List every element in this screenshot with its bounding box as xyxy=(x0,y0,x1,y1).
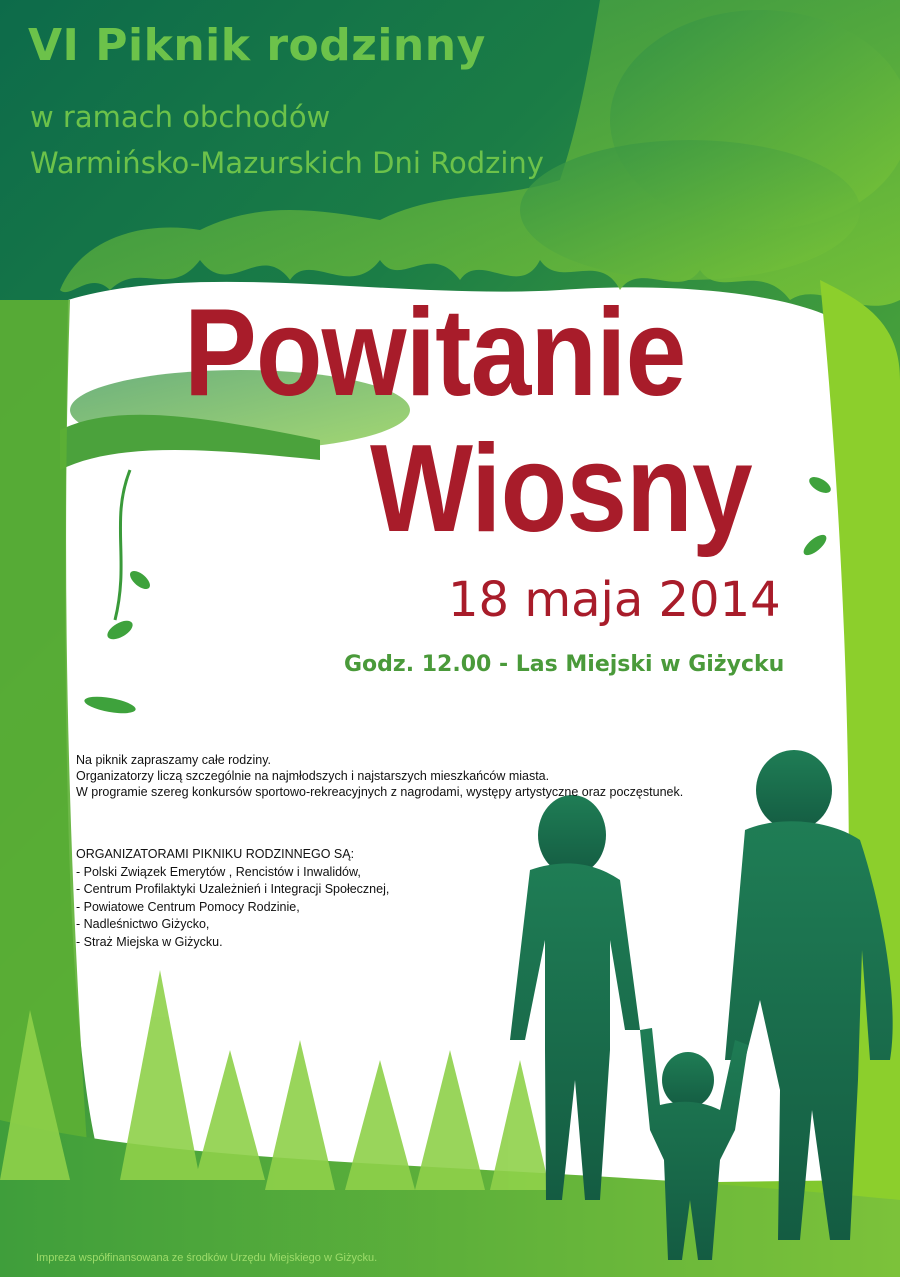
organizer-item: - Powiatowe Centrum Pomocy Rodzinie, xyxy=(76,899,300,914)
headline-line-1: Powitanie xyxy=(184,284,686,422)
description-line: W programie szereg konkursów sportowo-rekreacyjnych z nagrodami, występy artystyczne oraz poczęstunek. xyxy=(76,785,684,799)
organizer-item: - Nadleśnictwo Giżycko, xyxy=(76,917,210,931)
description xyxy=(76,752,683,800)
event-date: 18 maja 2014 xyxy=(448,572,781,628)
description-line: Na piknik zapraszamy całe rodziny. xyxy=(76,753,271,767)
headline-line-2: Wiosny xyxy=(370,420,752,558)
organizer-item: - Straż Miejska w Giżycku. xyxy=(76,934,223,949)
organizers-heading: ORGANIZATORAMI PIKNIKU RODZINNEGO SĄ: xyxy=(76,847,355,861)
organizers-list xyxy=(76,846,389,951)
poster-title: VI Piknik rodzinny xyxy=(28,20,486,71)
description-line: Organizatorzy liczą szczególnie na najmłodszych i najstarszych mieszkańców miasta. xyxy=(76,769,550,783)
subtitle-line-1: w ramach obchodów xyxy=(30,100,331,134)
subtitle-line-2: Warmińsko-Mazurskich Dni Rodziny xyxy=(30,146,544,180)
organizer-item: - Centrum Profilaktyki Uzależnień i Integracji Społecznej, xyxy=(76,882,390,896)
funding-note: Impreza współfinansowana ze środków Urzędu Miejskiego w Giżycku. xyxy=(36,1252,378,1264)
organizer-item: - Polski Związek Emerytów , Rencistów i Inwalidów, xyxy=(76,864,361,879)
event-time-place: Godz. 12.00 - Las Miejski w Giżycku xyxy=(344,652,785,677)
